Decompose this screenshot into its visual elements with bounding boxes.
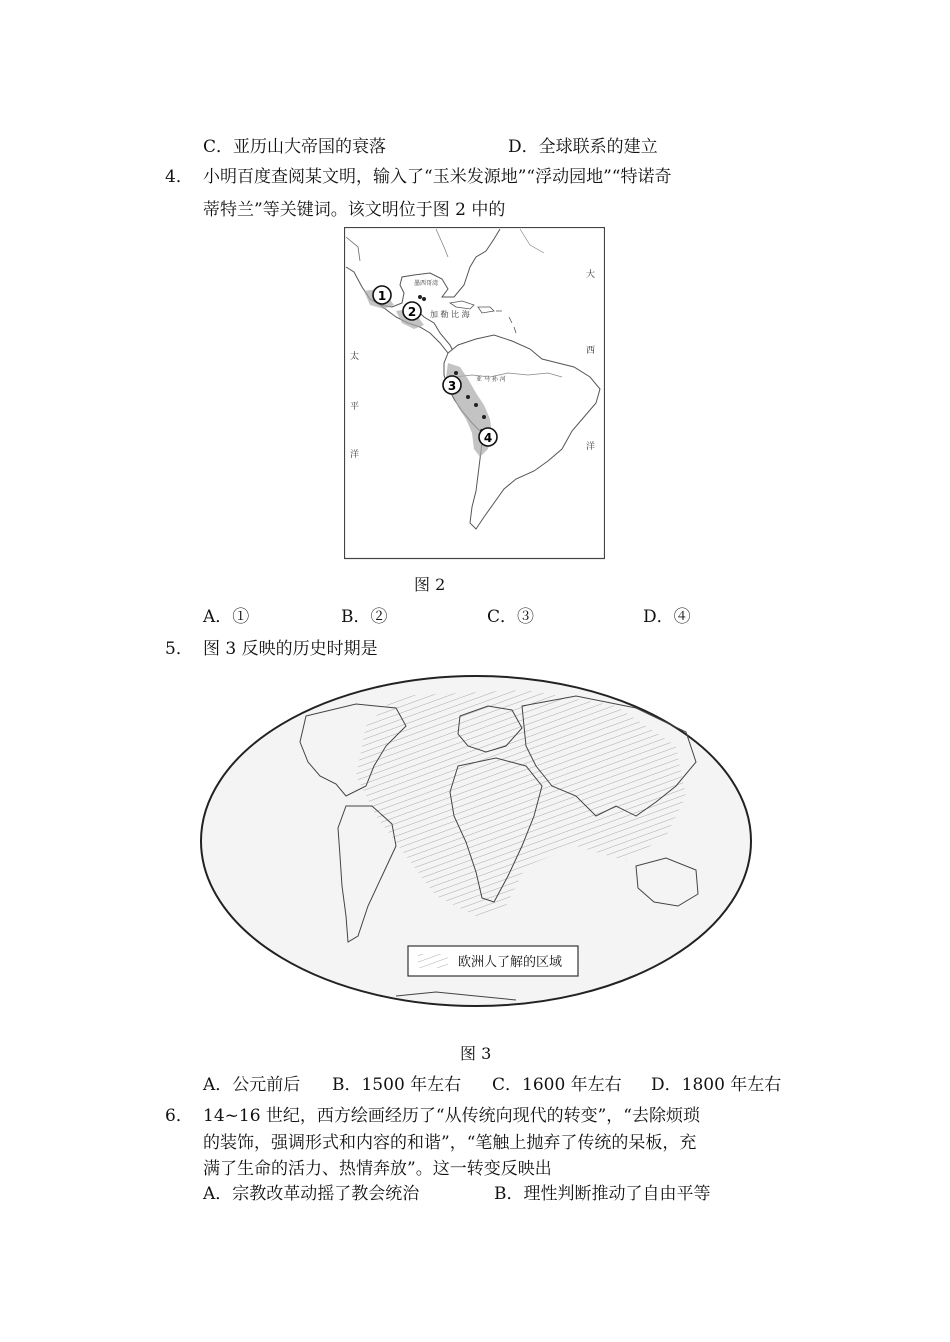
marker-1-label: 1 <box>377 289 387 303</box>
q6-stem-line3: 满了生命的活力、热情奔放”。这一转变反映出 <box>203 1159 552 1179</box>
label-pacific-3: 洋 <box>350 450 360 460</box>
q5-option-d: D．1800 年左右 <box>651 1075 782 1095</box>
label-atlantic-3: 洋 <box>586 442 596 452</box>
q5-stem: 图 3 反映的历史时期是 <box>203 639 378 659</box>
q3-option-d: D．全球联系的建立 <box>508 137 658 157</box>
q4-option-c: C．③ <box>487 607 535 627</box>
legend-swatch <box>418 954 448 968</box>
figure3-caption: 图 3 <box>460 1044 492 1063</box>
q5-option-a: A．公元前后 <box>203 1075 301 1095</box>
label-caribbean: 加 勒 比 海 <box>430 310 470 319</box>
figure2-map <box>344 227 605 560</box>
label-atlantic-1: 大 <box>586 270 596 280</box>
q4-stem-line1: 小明百度查阅某文明，输入了“玉米发源地”“浮动园地”“特诺奇 <box>203 167 672 187</box>
q4-option-d: D．④ <box>643 607 691 627</box>
figure3-world-map <box>196 666 756 1026</box>
q4-stem-line2: 蒂特兰”等关键词。该文明位于图 2 中的 <box>203 200 506 220</box>
q6-number: 6． <box>165 1106 193 1126</box>
legend-label: 欧洲人了解的区域 <box>458 955 563 970</box>
q4-option-b: B．② <box>341 607 388 627</box>
q4-option-a: A．① <box>203 607 250 627</box>
label-atlantic-2: 西 <box>586 346 596 356</box>
q6-option-a: A．宗教改革动摇了教会统治 <box>203 1184 420 1204</box>
q6-stem-line1: 14~16 世纪，西方绘画经历了“从传统向现代的转变”，“去除烦琐 <box>203 1106 700 1126</box>
label-gulf: 墨西哥湾 <box>414 280 439 287</box>
q6-option-b: B．理性判断推动了自由平等 <box>494 1184 711 1204</box>
marker-2-label: 2 <box>407 305 417 319</box>
q5-option-c: C．1600 年左右 <box>492 1075 622 1095</box>
q5-option-b: B．1500 年左右 <box>332 1075 462 1095</box>
label-pacific-2: 平 <box>350 402 360 412</box>
q4-number: 4． <box>165 167 193 187</box>
q5-number: 5． <box>165 639 193 659</box>
marker-3-label: 3 <box>447 379 457 393</box>
figure2-caption: 图 2 <box>414 575 446 594</box>
q3-option-c: C．亚历山大帝国的衰落 <box>203 137 387 157</box>
label-amazon: 亚 马 孙 河 <box>476 376 506 383</box>
label-pacific-1: 太 <box>350 352 360 362</box>
marker-4-label: 4 <box>483 431 493 445</box>
q6-stem-line2: 的装饰，强调形式和内容的和谐”，“笔触上抛弃了传统的呆板，充 <box>203 1133 697 1153</box>
